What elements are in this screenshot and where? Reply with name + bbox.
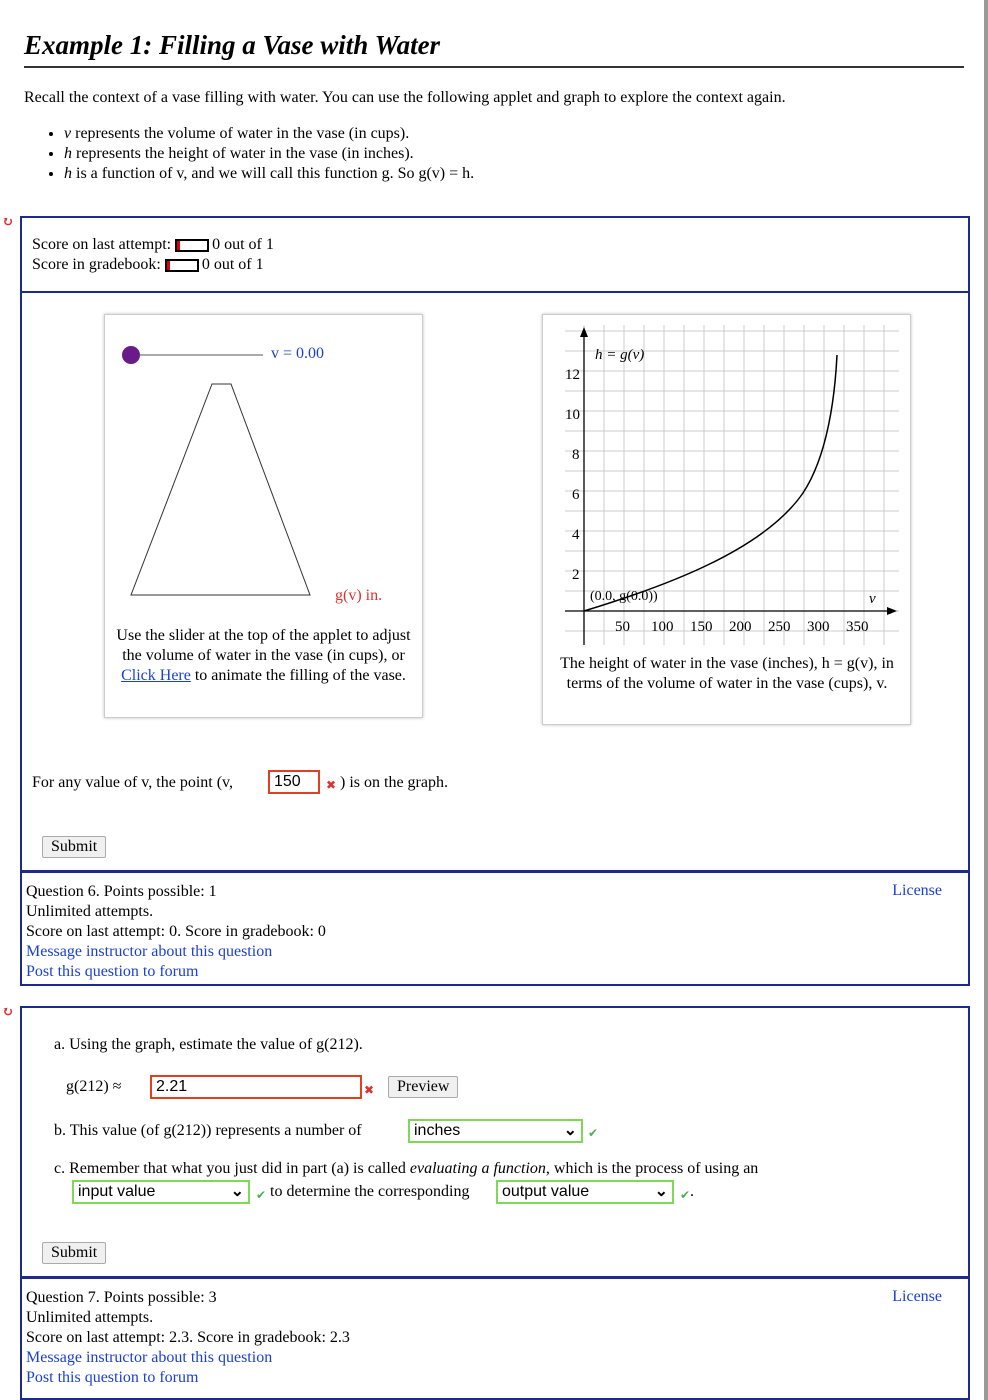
- volume-slider-knob[interactable]: [122, 346, 140, 364]
- chevron-down-icon: ⌄: [563, 1122, 577, 1139]
- incorrect-icon: ✖: [326, 778, 337, 792]
- question-7-box: [20, 1006, 970, 1400]
- score-last-attempt: Score on last attempt: 0 out of 1: [32, 236, 274, 253]
- x-axis-arrow: [887, 607, 897, 615]
- refresh-icon[interactable]: ↻: [2, 1004, 14, 1020]
- part-c-line1: c. Remember that what you just did in part (a) is called evaluating a function, which is the process of using an: [54, 1160, 759, 1177]
- part-c-mid: to determine the corresponding: [270, 1183, 470, 1200]
- list-item: • h represents the height of water in the vase (in inches).: [64, 144, 474, 164]
- refresh-icon[interactable]: ↻: [2, 214, 14, 230]
- question-6-box: [20, 216, 970, 986]
- animate-link[interactable]: Click Here: [121, 667, 191, 684]
- info-divider: [22, 870, 968, 873]
- intro-text: Recall the context of a vase filling with water. You can use the following applet and graph to explore the context again.: [24, 89, 786, 106]
- vase-applet: [104, 314, 423, 718]
- list-item: • h is a function of v, and we will call this function g. So g(v) = h.: [64, 164, 474, 184]
- score-bar-icon: [175, 239, 209, 252]
- input-value-select[interactable]: input value ⌄: [72, 1180, 250, 1204]
- correct-icon: ✔: [680, 1188, 691, 1202]
- y-tick-12: 12: [565, 367, 580, 383]
- origin-point-label: (0.0, g(0.0)): [590, 589, 658, 604]
- y-tick-2: 2: [572, 567, 580, 583]
- x-tick-250: 250: [768, 619, 791, 635]
- post-forum-link[interactable]: Post this question to forum: [26, 1369, 199, 1386]
- y-tick-6: 6: [572, 487, 580, 503]
- point-answer-input[interactable]: 150: [268, 770, 320, 794]
- license-link[interactable]: License: [892, 1288, 942, 1305]
- incorrect-icon: ✖: [364, 1083, 375, 1097]
- message-instructor-link[interactable]: Message instructor about this question: [26, 943, 273, 960]
- x-tick-150: 150: [690, 619, 713, 635]
- submit-button[interactable]: Submit: [42, 1242, 106, 1264]
- message-instructor-link[interactable]: Message instructor about this question: [26, 1349, 273, 1366]
- score-bar-icon: [165, 259, 199, 272]
- point-prompt-pre: For any value of v, the point (v,: [32, 774, 233, 791]
- unit-select[interactable]: inches ⌄: [408, 1119, 583, 1143]
- title-rule: [24, 66, 964, 68]
- x-tick-300: 300: [807, 619, 830, 635]
- applet-caption: Use the slider at the top of the applet to adjust the volume of water in the vase (in cups), or Click Here to animate the filling of the vase.: [116, 627, 411, 684]
- chevron-down-icon: ⌄: [230, 1183, 244, 1200]
- x-tick-200: 200: [729, 619, 752, 635]
- correct-icon: ✔: [256, 1188, 267, 1202]
- func-label: h = g(v): [595, 347, 645, 363]
- part-a-label: g(212) ≈: [66, 1078, 122, 1095]
- graph-panel: [542, 314, 911, 725]
- y-tick-8: 8: [572, 447, 580, 463]
- list-item: • v represents the volume of water in the vase (in cups).: [64, 124, 474, 144]
- x-axis-variable: v: [869, 591, 876, 607]
- y-tick-10: 10: [565, 407, 580, 423]
- submit-button[interactable]: Submit: [42, 836, 106, 858]
- correct-icon: ✔: [588, 1126, 599, 1140]
- point-prompt-post: ) is on the graph.: [340, 774, 448, 791]
- vase-outline: [131, 384, 310, 595]
- gv-label: g(v) in.: [335, 587, 383, 604]
- output-value-select[interactable]: output value ⌄: [496, 1180, 674, 1204]
- part-c-end: .: [690, 1183, 694, 1200]
- question-6-info: Question 6. Points possible: 1 Unlimited attempts. Score on last attempt: 0. Score in gradebook: 0 Message instructor about this question Post this question to forum: [26, 883, 326, 980]
- g212-answer-input[interactable]: 2.21: [150, 1075, 362, 1099]
- score-gradebook: Score in gradebook: 0 out of 1: [32, 256, 264, 273]
- post-forum-link[interactable]: Post this question to forum: [26, 963, 199, 980]
- vase-drawing: [105, 315, 422, 615]
- preview-button[interactable]: Preview: [388, 1076, 458, 1098]
- graph-caption: The height of water in the vase (inches), h = g(v), in terms of the volume of water in the vase (cups), v.: [560, 655, 894, 692]
- definition-list: [38, 124, 474, 184]
- license-link[interactable]: License: [892, 882, 942, 899]
- part-b-text: b. This value (of g(212)) represents a number of: [54, 1122, 362, 1139]
- x-tick-350: 350: [846, 619, 869, 635]
- function-curve: [584, 355, 837, 611]
- page-scrollbar-edge: [984, 0, 988, 1400]
- y-axis-arrow: [580, 327, 588, 337]
- x-tick-50: 50: [615, 619, 630, 635]
- y-tick-4: 4: [572, 527, 580, 543]
- score-divider: [22, 291, 968, 293]
- question-7-info: Question 7. Points possible: 3 Unlimited attempts. Score on last attempt: 2.3. Score in gradebook: 2.3 Message instructor about this question Post this question to forum: [26, 1289, 350, 1386]
- slider-value-label: v = 0.00: [271, 345, 325, 362]
- chevron-down-icon: ⌄: [654, 1183, 668, 1200]
- page-title: Example 1: Filling a Vase with Water: [24, 30, 441, 60]
- info-divider: [22, 1276, 968, 1279]
- x-tick-100: 100: [651, 619, 674, 635]
- part-a-text: a. Using the graph, estimate the value of g(212).: [54, 1036, 363, 1053]
